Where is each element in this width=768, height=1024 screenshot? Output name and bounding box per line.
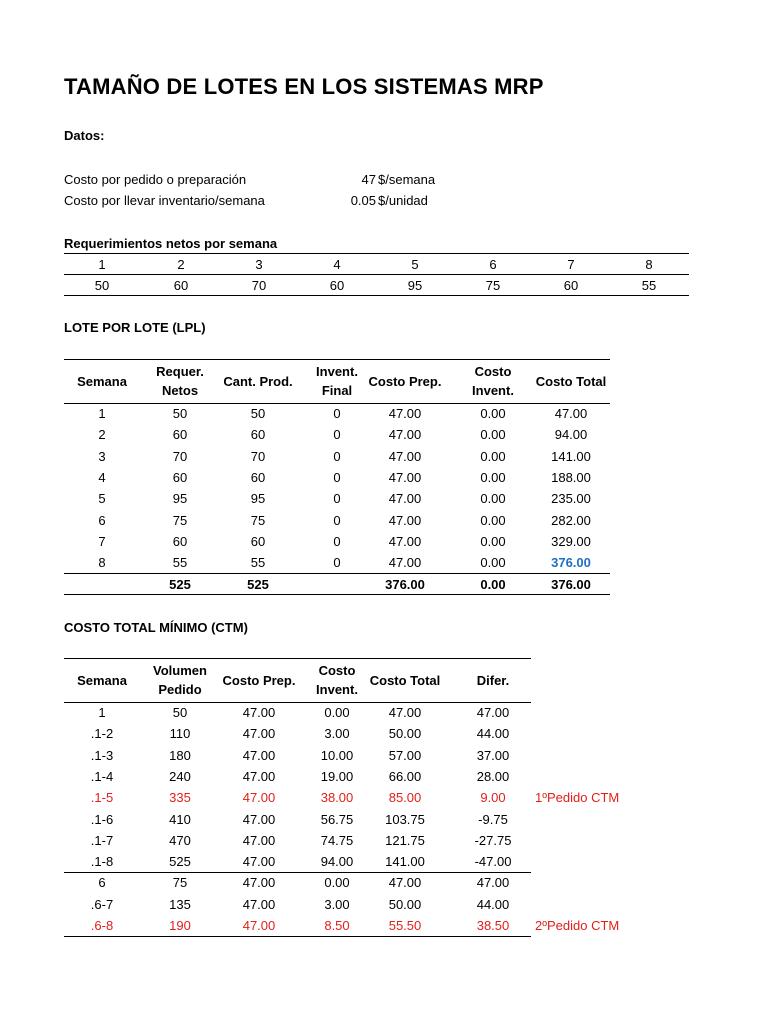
lpl-top-rule	[64, 359, 610, 360]
ctm-cell-r2-c4: 3.00	[324, 726, 350, 742]
lpl-cell-r4-c1: 4	[98, 469, 106, 485]
req-week-5: 5	[411, 257, 419, 272]
ctm-cell-r1-c5: 47.00	[388, 705, 422, 720]
ctm-cell-r3-c4: 10.00	[320, 747, 354, 763]
req-week-1: 1	[98, 257, 106, 272]
ctm-header-2-line-1: Volumen	[153, 663, 207, 678]
lpl-header-3-line-1: Cant. Prod.	[223, 374, 293, 389]
lpl-cell-r4-c6: 0.00	[480, 469, 506, 485]
req-value-8: 55	[641, 278, 657, 293]
ctm-cell-r5-c5: 85.00	[388, 790, 422, 806]
lpl-cell-r7-c2: 60	[172, 533, 188, 549]
ctm-cell-r11-c1: .6-8	[90, 918, 114, 933]
lpl-cell-r4-c5: 47.00	[388, 469, 422, 485]
ctm-cell-r2-c5: 50.00	[388, 726, 422, 742]
lpl-cell-r1-c1: 1	[98, 406, 106, 421]
ctm-cell-r10-c6: 44.00	[476, 896, 510, 912]
lpl-header-5-line-1: Costo Prep.	[368, 374, 442, 389]
ctm-cell-r11-c3: 47.00	[242, 918, 276, 933]
lpl-cell-r8-c4: 0	[333, 555, 341, 571]
lpl-cell-r1-c5: 47.00	[388, 406, 422, 421]
lpl-cell-r3-c3: 70	[250, 448, 266, 464]
ctm-cell-r1-c4: 0.00	[324, 705, 350, 720]
ctm-cell-r8-c2: 525	[169, 854, 191, 870]
ctm-cell-r5-c4: 38.00	[320, 790, 354, 806]
ctm-cell-r1-c1: 1	[98, 705, 106, 720]
ctm-cell-r6-c6: -9.75	[478, 811, 508, 827]
ctm-cell-r10-c2: 135	[169, 896, 191, 912]
lpl-cell-r5-c6: 0.00	[480, 491, 506, 507]
req-value-7: 60	[563, 278, 579, 293]
req-value-5: 95	[407, 278, 423, 293]
req-week-4: 4	[333, 257, 341, 272]
ctm-cell-r7-c5: 121.75	[385, 832, 425, 848]
datos-label: Datos:	[64, 128, 105, 143]
lpl-cell-r2-c7: 94.00	[554, 427, 588, 443]
lpl-cell-r3-c6: 0.00	[480, 448, 506, 464]
ctm-cell-r1-c2: 50	[172, 705, 188, 720]
lpl-cell-r2-c6: 0.00	[480, 427, 506, 443]
ctm-header-6-line-1: Difer.	[476, 673, 510, 688]
ctm-note-r5: 1ºPedido CTM	[535, 790, 620, 806]
lpl-cell-r2-c3: 60	[250, 427, 266, 443]
datos-row-1-label: Costo por pedido o preparación	[64, 172, 247, 187]
ctm-top-rule	[64, 658, 531, 659]
req-week-3: 3	[255, 257, 263, 272]
lpl-header-7	[526, 372, 616, 391]
req-week-2: 2	[177, 257, 185, 272]
lpl-header-3	[213, 372, 303, 391]
lpl-cell-r4-c4: 0	[333, 469, 341, 485]
ctm-cell-r5-c2: 335	[169, 790, 191, 806]
lpl-header-6-line-2: Invent.	[472, 383, 514, 398]
req-value-6: 75	[485, 278, 501, 293]
lpl-cell-r2-c4: 0	[333, 427, 341, 443]
lpl-total-c2: 525	[169, 577, 191, 592]
ctm-cell-r3-c6: 37.00	[476, 747, 510, 763]
ctm-cell-r3-c3: 47.00	[242, 747, 276, 763]
ctm-cell-r11-c5: 55.50	[388, 918, 422, 933]
req-top-rule	[64, 253, 689, 254]
lpl-cell-r6-c4: 0	[333, 512, 341, 528]
ctm-cell-r6-c4: 56.75	[320, 811, 354, 827]
lpl-cell-r3-c5: 47.00	[388, 448, 422, 464]
lpl-cell-r7-c3: 60	[250, 533, 266, 549]
lpl-cell-r8-c2: 55	[172, 555, 188, 571]
datos-row-2-label: Costo por llevar inventario/semana	[64, 193, 265, 208]
datos-row-1-value: 47	[361, 172, 376, 187]
ctm-header-1	[57, 671, 147, 690]
req-value-1: 50	[94, 278, 110, 293]
ctm-cell-r8-c6: -47.00	[474, 854, 512, 870]
ctm-title: COSTO TOTAL MÍNIMO (CTM)	[64, 620, 248, 635]
ctm-header-rule	[64, 702, 531, 703]
ctm-cell-r5-c3: 47.00	[242, 790, 276, 806]
lpl-total-c3: 525	[247, 577, 269, 592]
lpl-total-rule	[64, 573, 610, 574]
ctm-cell-r6-c5: 103.75	[385, 811, 425, 827]
lpl-header-6	[448, 362, 538, 400]
ctm-cell-r4-c2: 240	[169, 768, 191, 784]
req-value-3: 70	[251, 278, 267, 293]
ctm-cell-r1-c3: 47.00	[242, 705, 276, 720]
ctm-cell-r6-c2: 410	[169, 811, 191, 827]
lpl-cell-r7-c6: 0.00	[480, 533, 506, 549]
ctm-cell-r4-c5: 66.00	[388, 768, 422, 784]
ctm-cell-r2-c6: 44.00	[476, 726, 510, 742]
req-week-6: 6	[489, 257, 497, 272]
lpl-cell-r1-c2: 50	[172, 406, 188, 421]
lpl-bottom-rule	[64, 594, 610, 595]
ctm-cell-r3-c2: 180	[169, 747, 191, 763]
lpl-cell-r6-c7: 282.00	[551, 512, 591, 528]
lpl-header-5	[360, 372, 450, 391]
lpl-cell-r6-c6: 0.00	[480, 512, 506, 528]
lpl-cell-r7-c5: 47.00	[388, 533, 422, 549]
lpl-cell-r5-c1: 5	[98, 491, 106, 507]
lpl-header-6-line-1: Costo	[474, 364, 512, 379]
lpl-cell-r3-c2: 70	[172, 448, 188, 464]
req-value-2: 60	[173, 278, 189, 293]
ctm-cell-r9-c1: 6	[98, 875, 106, 891]
ctm-bottom-rule	[64, 936, 531, 937]
lpl-cell-r6-c1: 6	[98, 512, 106, 528]
lpl-total-c7: 376.00	[551, 577, 591, 592]
ctm-header-2-line-2: Pedido	[158, 682, 202, 697]
lpl-cell-r3-c4: 0	[333, 448, 341, 464]
lpl-header-2	[135, 362, 225, 400]
lpl-cell-r3-c1: 3	[98, 448, 106, 464]
page-title: TAMAÑO DE LOTES EN LOS SISTEMAS MRP	[64, 74, 544, 99]
ctm-header-1-line-1: Semana	[77, 673, 127, 688]
lpl-cell-r6-c5: 47.00	[388, 512, 422, 528]
ctm-header-6	[448, 671, 538, 690]
ctm-cell-r5-c6: 9.00	[480, 790, 506, 806]
ctm-cell-r6-c3: 47.00	[242, 811, 276, 827]
ctm-cell-r9-c2: 75	[172, 875, 188, 891]
ctm-cell-r2-c2: 110	[169, 726, 191, 742]
ctm-cell-r1-c6: 47.00	[476, 705, 510, 720]
lpl-cell-r7-c7: 329.00	[551, 533, 591, 549]
lpl-cell-r3-c7: 141.00	[551, 448, 591, 464]
ctm-cell-r7-c6: -27.75	[474, 832, 512, 848]
ctm-header-3	[214, 671, 304, 690]
ctm-cell-r9-c4: 0.00	[324, 875, 350, 891]
ctm-cell-r4-c6: 28.00	[476, 768, 510, 784]
ctm-cell-r7-c1: .1-7	[90, 832, 114, 848]
lpl-cell-r1-c4: 0	[333, 406, 341, 421]
lpl-cell-r8-c6: 0.00	[480, 555, 506, 571]
ctm-cell-r9-c5: 47.00	[388, 875, 422, 891]
datos-row-1-unit: $/semana	[378, 172, 436, 187]
lpl-header-1-line-1: Semana	[77, 374, 127, 389]
req-mid-rule	[64, 274, 689, 275]
lpl-cell-r4-c3: 60	[250, 469, 266, 485]
ctm-cell-r3-c5: 57.00	[388, 747, 422, 763]
lpl-header-rule	[64, 403, 610, 404]
ctm-cell-r11-c4: 8.50	[324, 918, 350, 933]
ctm-cell-r4-c1: .1-4	[90, 768, 114, 784]
lpl-cell-r7-c1: 7	[98, 533, 106, 549]
ctm-cell-r2-c3: 47.00	[242, 726, 276, 742]
ctm-cell-r4-c3: 47.00	[242, 768, 276, 784]
ctm-header-5	[360, 671, 450, 690]
lpl-header-4-line-1: Invent.	[316, 364, 358, 379]
datos-row-2-value: 0.05	[350, 193, 376, 208]
lpl-cell-r2-c5: 47.00	[388, 427, 422, 443]
lpl-cell-r1-c6: 0.00	[480, 406, 506, 421]
ctm-cell-r6-c1: .1-6	[90, 811, 114, 827]
lpl-header-1	[57, 372, 147, 391]
ctm-cell-r7-c4: 74.75	[320, 832, 354, 848]
lpl-cell-r5-c7: 235.00	[551, 491, 591, 507]
lpl-header-2-line-1: Requer.	[156, 364, 204, 379]
req-bottom-rule	[64, 295, 689, 296]
lpl-cell-r5-c3: 95	[250, 491, 266, 507]
ctm-cell-r4-c4: 19.00	[320, 768, 354, 784]
lpl-cell-r8-c5: 47.00	[388, 555, 422, 571]
lpl-cell-r6-c3: 75	[250, 512, 266, 528]
ctm-cell-r10-c3: 47.00	[242, 896, 276, 912]
ctm-group-rule	[64, 872, 531, 873]
lpl-total-c6: 0.00	[480, 577, 506, 592]
ctm-cell-r11-c2: 190	[169, 918, 191, 933]
ctm-cell-r9-c6: 47.00	[476, 875, 510, 891]
ctm-cell-r8-c5: 141.00	[385, 854, 425, 870]
ctm-cell-r9-c3: 47.00	[242, 875, 276, 891]
lpl-cell-r6-c2: 75	[172, 512, 188, 528]
lpl-title: LOTE POR LOTE (LPL)	[64, 320, 206, 335]
ctm-cell-r8-c3: 47.00	[242, 854, 276, 870]
ctm-header-2	[135, 661, 225, 699]
lpl-cell-r5-c5: 47.00	[388, 491, 422, 507]
lpl-header-2-line-2: Netos	[161, 383, 199, 398]
lpl-cell-r2-c2: 60	[172, 427, 188, 443]
requerimientos-title: Requerimientos netos por semana	[64, 236, 278, 251]
lpl-cell-r8-c1: 8	[98, 555, 106, 571]
lpl-cell-r4-c2: 60	[172, 469, 188, 485]
ctm-header-3-line-1: Costo Prep.	[222, 673, 296, 688]
lpl-header-4-line-2: Final	[321, 383, 353, 398]
lpl-cell-r4-c7: 188.00	[551, 469, 591, 485]
lpl-cell-r7-c4: 0	[333, 533, 341, 549]
ctm-cell-r8-c4: 94.00	[320, 854, 354, 870]
lpl-header-7-line-1: Costo Total	[535, 374, 607, 389]
ctm-cell-r2-c1: .1-2	[90, 726, 114, 742]
ctm-header-4-line-2: Invent.	[316, 682, 358, 697]
ctm-cell-r11-c6: 38.50	[476, 918, 510, 933]
lpl-cell-r5-c4: 0	[333, 491, 341, 507]
ctm-cell-r3-c1: .1-3	[90, 747, 114, 763]
lpl-cell-r5-c2: 95	[172, 491, 188, 507]
req-week-8: 8	[645, 257, 653, 272]
ctm-header-4-line-1: Costo	[318, 663, 356, 678]
lpl-cell-r1-c3: 50	[250, 406, 266, 421]
ctm-cell-r10-c1: .6-7	[90, 896, 114, 912]
ctm-cell-r5-c1: .1-5	[90, 790, 114, 806]
ctm-cell-r7-c3: 47.00	[242, 832, 276, 848]
req-value-4: 60	[329, 278, 345, 293]
ctm-cell-r7-c2: 470	[169, 832, 191, 848]
lpl-cell-r1-c7: 47.00	[554, 406, 588, 421]
ctm-cell-r10-c4: 3.00	[324, 896, 350, 912]
ctm-cell-r10-c5: 50.00	[388, 896, 422, 912]
lpl-cell-r2-c1: 2	[98, 427, 106, 443]
ctm-header-5-line-1: Costo Total	[369, 673, 441, 688]
req-week-7: 7	[567, 257, 575, 272]
lpl-cell-r8-c7: 376.00	[551, 555, 591, 571]
lpl-cell-r8-c3: 55	[250, 555, 266, 571]
ctm-cell-r8-c1: .1-8	[90, 854, 114, 870]
ctm-note-r11: 2ºPedido CTM	[535, 918, 620, 933]
datos-row-2-unit: $/unidad	[378, 193, 428, 208]
lpl-total-c5: 376.00	[385, 577, 425, 592]
